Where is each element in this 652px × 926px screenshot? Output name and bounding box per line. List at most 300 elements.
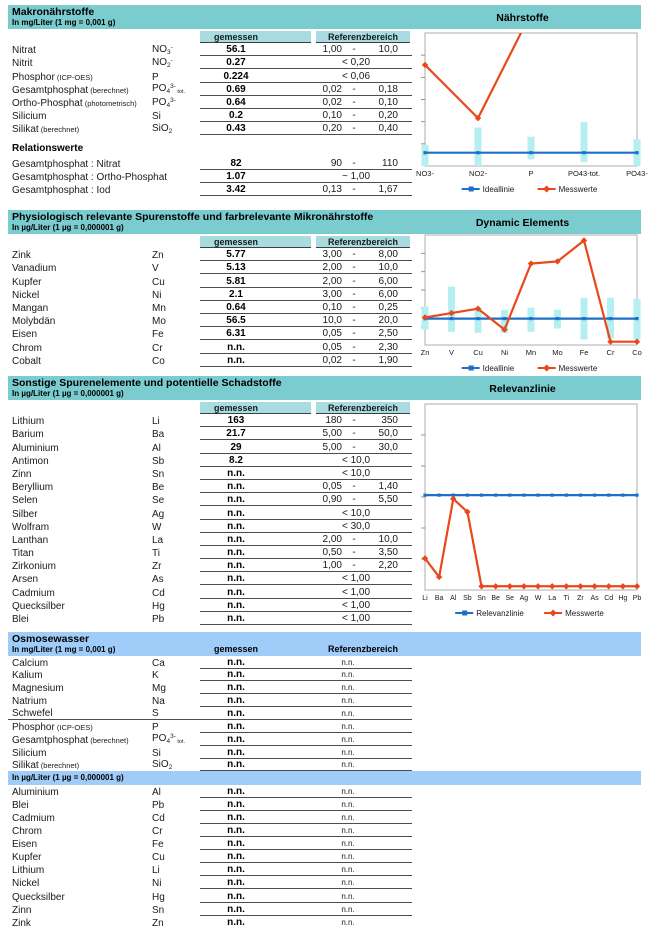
row-formula: V	[152, 263, 159, 275]
table-row	[8, 612, 412, 625]
reference-range	[316, 600, 410, 611]
reference-dash: -	[352, 441, 356, 453]
reference-range: n.n.	[341, 852, 355, 862]
reference-range: n.n.	[341, 760, 355, 770]
reference-range	[316, 494, 410, 505]
row-label: Natrium	[12, 695, 48, 707]
reference-range	[316, 587, 410, 598]
reference-range	[316, 415, 410, 426]
chart-title-naehrstoffe: Nährstoffe	[496, 12, 549, 24]
row-formula: Mn	[152, 302, 166, 314]
ideal-line-marker	[536, 494, 539, 497]
reference-range	[316, 184, 410, 195]
reference-min: 3,00	[322, 249, 342, 261]
table-row	[8, 533, 412, 546]
row-formula: $PO_4^{3-}$ $_{tot.}$	[152, 82, 186, 95]
reference-range	[316, 302, 410, 313]
row-formula: Pb	[152, 614, 165, 625]
x-axis-label: Mn	[525, 348, 537, 357]
plot-frame	[425, 404, 637, 590]
row-formula: Al	[152, 786, 161, 798]
table-row	[8, 546, 412, 559]
reference-range-bar	[581, 122, 588, 162]
measured-value: 0.64	[226, 301, 246, 313]
column-header-referenzbereich: Referenzbereich	[316, 31, 410, 43]
row-label: Kupfer	[12, 276, 42, 288]
reference-dash: -	[352, 157, 356, 169]
measured-value: 3.42	[226, 183, 246, 195]
reference-range: n.n.	[341, 878, 355, 888]
measured-point-marker	[549, 583, 555, 589]
measured-value: n.n.	[227, 481, 245, 493]
table-row	[8, 427, 412, 440]
measured-value: n.n.	[227, 669, 245, 681]
section-subtitle: In mg/Liter (1 mg = 0,001 g)	[12, 645, 116, 654]
row-formula: SiO$_2$	[152, 123, 173, 136]
table-row	[8, 916, 412, 926]
row-values	[200, 836, 412, 850]
reference-min: 180	[325, 415, 342, 427]
reference-dash: -	[352, 249, 356, 261]
legend-measured-label: Messwerte	[565, 609, 604, 618]
row-label: Zink	[12, 917, 31, 926]
row-values	[200, 82, 412, 96]
measured-value: 163	[227, 415, 245, 427]
x-axis-label: Zn	[420, 348, 430, 357]
reference-range: n.n.	[341, 695, 355, 705]
schadstoffe-table	[8, 400, 412, 625]
measured-value: 56.5	[226, 315, 246, 327]
x-axis-label: Ba	[434, 595, 444, 602]
measured-value: 0.43	[226, 123, 246, 135]
section-header-band	[8, 5, 641, 29]
reference-min: 2,00	[322, 275, 342, 287]
reference-range	[316, 289, 410, 300]
row-label: Magnesium	[12, 683, 64, 695]
table-column-headers	[200, 402, 412, 414]
row-label: Phosphor (ICP-OES)	[12, 71, 93, 83]
table-row	[8, 354, 412, 367]
row-label-method: (ICP-OES)	[54, 723, 93, 733]
chart-col-relevanzlinie	[412, 403, 649, 621]
row-values	[200, 55, 412, 69]
row-label-method: (berechnet)	[88, 85, 129, 95]
x-axis-label: Al	[450, 595, 457, 602]
row-label: Nickel	[12, 289, 40, 301]
row-formula: $NO_2^-$	[152, 57, 173, 70]
table-row	[8, 798, 412, 811]
row-label: Lithium	[12, 865, 45, 877]
reference-dash: -	[352, 354, 356, 366]
reference-range: n.n.	[341, 747, 355, 757]
relation-title: Relationswerte	[12, 143, 84, 155]
measured-value: n.n.	[227, 825, 245, 837]
row-formula: Fe	[152, 839, 164, 851]
row-formula: Ag	[152, 508, 165, 520]
table-row	[8, 96, 412, 109]
measured-value: n.n.	[227, 838, 245, 850]
reference-min: 1,00	[322, 44, 342, 56]
table-row	[8, 301, 412, 314]
measured-value: 6.31	[226, 328, 246, 340]
table-row	[8, 467, 412, 480]
row-values	[200, 784, 412, 798]
reference-min: 0,13	[322, 183, 342, 195]
row-formula: Cr	[152, 342, 163, 354]
reference-limit: < 1,00	[341, 573, 371, 585]
osmose-table-mg	[8, 656, 412, 771]
x-axis-label: W	[534, 595, 542, 602]
row-values	[200, 326, 412, 340]
reference-limit: < 0,20	[341, 57, 371, 69]
row-values	[200, 519, 412, 533]
row-values	[200, 585, 412, 599]
reference-min: 0,02	[322, 96, 342, 108]
reference-range-bar	[528, 137, 535, 160]
x-axis-label: La	[548, 595, 557, 602]
reference-range: n.n.	[341, 670, 355, 680]
row-values	[200, 875, 412, 889]
row-formula: Co	[152, 355, 165, 367]
row-label: Selen	[12, 495, 38, 507]
reference-dash: -	[352, 110, 356, 122]
chart-title-dynamic-elements: Dynamic Elements	[475, 217, 570, 229]
section-schadstoffe	[8, 376, 641, 625]
measured-value: 21.7	[226, 428, 246, 440]
row-label: Zinn	[12, 904, 32, 916]
section-title: Osmosewasser	[12, 633, 90, 645]
row-formula: Cr	[152, 826, 163, 838]
reference-max: 50,0	[378, 428, 398, 440]
reference-limit: ~ 1,00	[341, 170, 371, 182]
reference-range	[316, 97, 410, 108]
row-label: Nickel	[12, 878, 40, 890]
row-values	[200, 440, 412, 454]
spurenstoffe-table	[8, 234, 412, 367]
measured-value: n.n.	[227, 520, 245, 532]
row-formula: Mo	[152, 316, 166, 328]
measured-point-marker	[620, 583, 626, 589]
measured-value: n.n.	[227, 851, 245, 863]
reference-max: 20,0	[378, 315, 398, 327]
table-row	[8, 170, 412, 183]
section-subtitle: In mg/Liter (1 mg = 0,001 g)	[12, 18, 116, 27]
measured-value: 0.27	[226, 57, 246, 69]
row-label: Cadmium	[12, 587, 55, 599]
table-row	[8, 314, 412, 327]
reference-max: 350	[381, 415, 398, 427]
table-row	[8, 493, 412, 506]
reference-dash: -	[352, 301, 356, 313]
row-formula: SiO$_2$	[152, 759, 173, 772]
ideal-line-marker	[635, 317, 638, 320]
x-axis-label: Ti	[563, 595, 570, 602]
reference-max: 5,50	[378, 494, 398, 506]
measured-value: n.n.	[227, 494, 245, 506]
table-row	[8, 288, 412, 301]
table-row	[8, 850, 412, 863]
x-axis-label: V	[448, 348, 455, 357]
row-label: Zink	[12, 250, 31, 262]
measured-value: 8.2	[229, 454, 243, 466]
row-formula: Pb	[152, 799, 165, 811]
reference-range	[316, 560, 410, 571]
x-axis-label: Cr	[606, 348, 615, 357]
chart-title-relevanzlinie: Relevanzlinie	[489, 383, 556, 395]
reference-max: 2,30	[378, 341, 398, 353]
reference-range	[316, 44, 410, 55]
column-header-gemessen: gemessen	[200, 402, 311, 414]
row-values	[200, 95, 412, 109]
measured-point-marker	[478, 583, 484, 589]
row-values	[200, 340, 412, 354]
reference-dash: -	[352, 275, 356, 287]
table-row	[8, 122, 412, 135]
row-label: Aluminium	[12, 786, 59, 798]
section-header-band	[8, 376, 641, 400]
reference-dash: -	[352, 262, 356, 274]
reference-limit: < 0,06	[341, 70, 371, 82]
reference-min: 0,90	[322, 494, 342, 506]
section-subtitle: In µg/Liter (1 µg = 0,000001 g)	[12, 223, 124, 232]
reference-dash: -	[352, 481, 356, 493]
reference-range	[316, 158, 410, 169]
row-formula: Na	[152, 695, 165, 707]
reference-limit: < 30,0	[341, 520, 371, 532]
measured-value: n.n.	[227, 916, 245, 926]
reference-min: 0,05	[322, 481, 342, 493]
reference-range: n.n.	[341, 799, 355, 809]
row-formula: La	[152, 534, 164, 546]
measured-point-marker	[507, 583, 513, 589]
reference-range: n.n.	[341, 734, 355, 744]
row-label: Calcium	[12, 657, 49, 669]
dynamic-elements-line-chart	[412, 234, 647, 376]
row-label-method: (ICP-OES)	[54, 72, 93, 82]
row-label: Zirkonium	[12, 561, 56, 573]
section-header-left	[12, 212, 404, 234]
section-osmosewasser	[8, 632, 641, 926]
legend-measured-marker	[543, 186, 550, 193]
measured-value: n.n.	[227, 599, 245, 611]
row-formula: Ni	[152, 878, 162, 890]
table-row	[8, 694, 412, 707]
row-formula: Ba	[152, 429, 165, 441]
measured-value: n.n.	[227, 864, 245, 876]
row-values	[200, 479, 412, 493]
ideal-line-marker	[438, 494, 441, 497]
osmose-table-ug	[8, 785, 412, 926]
table-row	[8, 480, 412, 493]
column-header-referenzbereich: Referenzbereich	[316, 236, 410, 248]
table-row	[8, 903, 412, 916]
reference-min: 1,00	[322, 560, 342, 572]
row-values	[200, 558, 412, 572]
reference-dash: -	[352, 83, 356, 95]
row-values	[200, 313, 412, 327]
measured-value: n.n.	[227, 560, 245, 572]
reference-max: 30,0	[378, 441, 398, 453]
row-label: Quecksilber	[12, 600, 65, 612]
table-row	[8, 56, 412, 69]
row-values	[200, 492, 412, 506]
reference-range	[316, 442, 410, 453]
row-label: Silikat (berechnet)	[12, 760, 80, 772]
ideal-line-marker	[635, 494, 638, 497]
section-title: Makronährstoffe	[12, 6, 95, 18]
reference-max: 3,50	[378, 547, 398, 559]
table-row	[8, 876, 412, 889]
row-formula: Cd	[152, 587, 165, 599]
row-values	[200, 693, 412, 707]
row-formula: $PO_4^{3-}$	[152, 96, 176, 109]
measured-value: n.n.	[227, 467, 245, 479]
ideal-line-marker	[466, 494, 469, 497]
measured-value: 0.2	[229, 110, 243, 122]
row-label: Ortho-Phosphat (photometrisch)	[12, 97, 137, 109]
reference-dash: -	[352, 341, 356, 353]
x-axis-label: Pb	[632, 595, 642, 602]
reference-range	[316, 262, 410, 273]
table-row	[8, 599, 412, 612]
row-label: Vanadium	[12, 263, 57, 275]
reference-max: 2,50	[378, 328, 398, 340]
section-title: Physiologisch relevante Spurenstoffe und farbrelevante Mikronährstoffe	[12, 211, 374, 223]
table-row	[8, 572, 412, 585]
row-label: Blei	[12, 799, 29, 811]
x-axis-label: Zr	[577, 595, 584, 602]
legend-ideal-marker	[469, 187, 474, 192]
row-label: Silber	[12, 508, 38, 520]
row-formula: Hg	[152, 600, 165, 612]
row-label: Kalium	[12, 670, 43, 682]
measured-value: n.n.	[227, 341, 245, 353]
table-row	[8, 43, 412, 56]
reference-range	[316, 534, 410, 545]
row-label: Blei	[12, 614, 29, 625]
row-values	[200, 545, 412, 559]
table-row	[8, 520, 412, 533]
row-formula: Sn	[152, 468, 165, 480]
row-label: Silikat (berechnet)	[12, 124, 80, 136]
row-formula: Mg	[152, 683, 166, 695]
measured-point-marker	[492, 583, 498, 589]
row-label: Nitrat	[12, 45, 36, 57]
row-values	[200, 108, 412, 122]
ideal-line-marker	[609, 317, 612, 320]
x-axis-label: Sb	[463, 595, 472, 602]
row-label: Gesamtphosphat (berechnet)	[12, 734, 129, 746]
measured-point-marker	[577, 583, 583, 589]
reference-max: 110	[382, 157, 398, 169]
measured-value: n.n.	[227, 708, 245, 720]
ideal-line-marker	[508, 494, 511, 497]
x-axis-label: Fe	[579, 348, 589, 357]
reference-max: 6,00	[378, 275, 398, 287]
table-row	[8, 863, 412, 876]
table-row	[8, 785, 412, 798]
ideal-line-marker	[621, 494, 624, 497]
row-formula: Sb	[152, 455, 165, 467]
measured-value: 56.1	[226, 44, 246, 56]
row-values	[200, 247, 412, 261]
table-row	[8, 274, 412, 287]
measured-value: 0.224	[223, 70, 249, 82]
measured-value: n.n.	[227, 694, 245, 706]
section-spurenstoffe	[8, 210, 641, 376]
reference-dash: -	[352, 44, 356, 56]
measured-value: n.n.	[227, 547, 245, 559]
measured-value: n.n.	[227, 533, 245, 545]
reference-dash: -	[352, 533, 356, 545]
reference-limit: < 10,0	[341, 454, 371, 466]
row-formula: Li	[152, 865, 160, 877]
reference-range	[316, 249, 410, 260]
reference-limit: < 1,00	[341, 599, 371, 611]
reference-limit: < 1,00	[341, 586, 371, 598]
column-header-gemessen: gemessen	[200, 236, 311, 248]
measured-value: 0.69	[226, 83, 246, 95]
reference-max: 10,0	[378, 44, 398, 56]
table-row	[8, 506, 412, 519]
measured-point-marker	[591, 583, 597, 589]
reference-max: 6,00	[378, 288, 398, 300]
table-row	[8, 824, 412, 837]
row-values	[200, 532, 412, 546]
ideal-line-marker	[593, 494, 596, 497]
table-row	[8, 248, 412, 261]
row-label: Phosphor (ICP-OES)	[12, 722, 93, 734]
row-values	[200, 598, 412, 612]
row-label: Lithium	[12, 416, 45, 428]
reference-min: 0,05	[322, 341, 342, 353]
measured-value: n.n.	[227, 656, 245, 668]
column-header-gemessen: gemessen	[200, 31, 311, 43]
table-row	[8, 340, 412, 353]
x-axis-label: Ni	[500, 348, 509, 357]
measured-value: 2.1	[229, 288, 243, 300]
ideal-line-marker	[579, 494, 582, 497]
reference-dash: -	[352, 560, 356, 572]
table-row	[8, 440, 412, 453]
row-values	[200, 810, 412, 824]
table-column-headers	[200, 31, 412, 43]
measured-point-marker	[535, 583, 541, 589]
row-formula: Hg	[152, 891, 165, 903]
row-label: Titan	[12, 548, 34, 560]
row-formula: Cd	[152, 812, 165, 824]
row-formula: Ca	[152, 657, 165, 669]
reference-range	[316, 547, 410, 558]
measured-value: n.n.	[227, 586, 245, 598]
row-formula: Si	[152, 111, 161, 123]
table-row	[8, 261, 412, 274]
measured-value: 5.77	[226, 249, 246, 261]
row-label: Cadmium	[12, 812, 55, 824]
reference-range: n.n.	[341, 891, 355, 901]
table-row	[8, 759, 412, 772]
section-header-left	[12, 378, 404, 400]
ideal-line-marker	[582, 317, 585, 320]
reference-max: 8,00	[378, 249, 398, 261]
reference-dash: -	[352, 415, 356, 427]
reference-dash: -	[352, 183, 356, 195]
reference-max: 0,40	[378, 123, 398, 135]
row-label-method: (berechnet)	[38, 125, 80, 135]
table-row	[8, 109, 412, 122]
reference-range	[316, 342, 410, 353]
ideal-line-marker	[529, 151, 532, 154]
